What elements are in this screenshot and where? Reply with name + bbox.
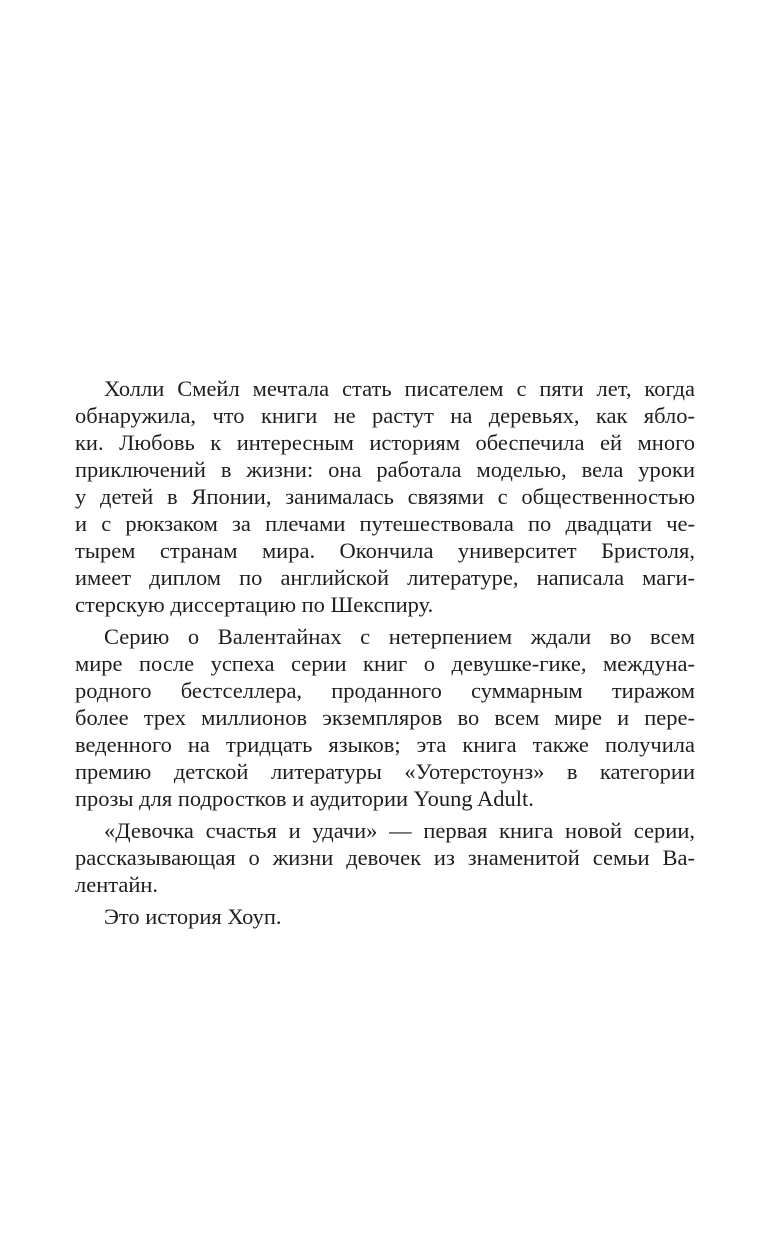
paragraph-line: рассказывающая о жизни девочек из знаменитой семьи Ва- — [75, 845, 695, 870]
paragraph-line: приключений в жизни: она работала моделью, вела уроки — [75, 457, 695, 482]
paragraph-line: мире после успеха серии книг о девушке-гике, междуна- — [75, 651, 695, 676]
paragraph-line: родного бестселлера, проданного суммарным тиражом — [75, 678, 695, 703]
paragraph-line: и с рюкзаком за плечами путешествовала по двадцати че- — [75, 511, 695, 536]
paragraph-line: обнаружила, что книги не растут на деревьях, как ябло- — [75, 403, 695, 428]
paragraph-author-biography — [75, 375, 695, 618]
paragraph-line: более трех миллионов экземпляров во всем мире и пере- — [75, 705, 695, 730]
paragraph-line: ки. Любовь к интересным историям обеспечила ей много — [75, 430, 695, 455]
paragraph-line: прозы для подростков и аудитории Young Adult. — [75, 786, 534, 811]
paragraph-line: имеет диплом по английской литературе, написала маги- — [75, 565, 695, 590]
paragraph-line: стерскую диссертацию по Шекспиру. — [75, 592, 434, 617]
paragraph-line: лентайн. — [75, 872, 159, 897]
paragraph-line: Это история Хоуп. — [104, 904, 282, 929]
author-bio — [75, 375, 695, 930]
paragraph-closing — [75, 903, 695, 930]
paragraph-new-book — [75, 817, 695, 898]
paragraph-line: Холли Смейл мечтала стать писателем с пяти лет, когда — [104, 376, 695, 401]
paragraph-line: веденного на тридцать языков; эта книга также получила — [75, 732, 695, 757]
paragraph-line: у детей в Японии, занималась связями с общественностью — [75, 484, 695, 509]
paragraph-line: Серию о Валентайнах с нетерпением ждали во всем — [104, 624, 695, 649]
paragraph-line: «Девочка счастья и удачи» — первая книга новой серии, — [104, 818, 695, 843]
paragraph-series-success — [75, 623, 695, 812]
paragraph-line: премию детской литературы «Уотерстоунз» в категории — [75, 759, 695, 784]
paragraph-line: тырем странам мира. Окончила университет Бристоля, — [75, 538, 695, 563]
